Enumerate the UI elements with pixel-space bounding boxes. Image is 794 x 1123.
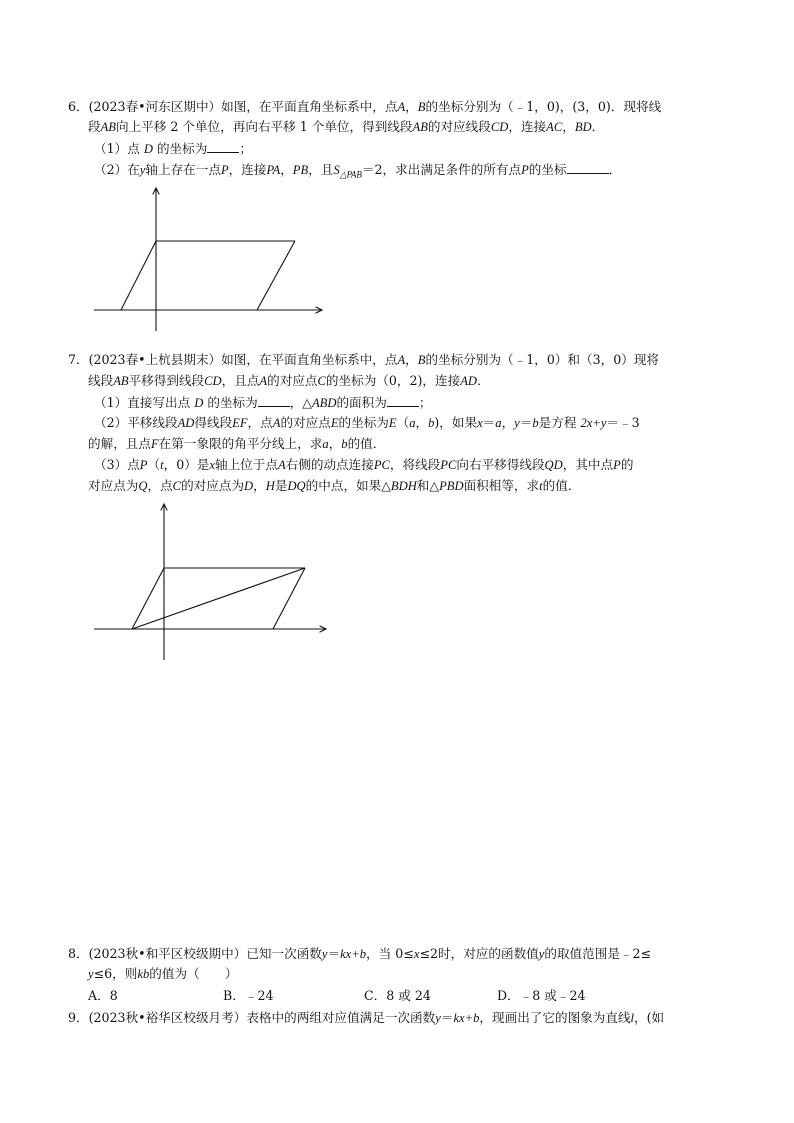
p7-question2-cont: 的解，且点F在第一象限的角平分线上，求a，b的值． bbox=[88, 436, 386, 451]
p6-line2: 段AB向上平移 2 个单位，再向右平移 1 个单位，得到线段AB的对应线段CD，连接AC，BD． bbox=[88, 119, 605, 134]
p7-question2: （2）平移线段AD得线段EF，点A的对应点E的坐标为E（a，b)，如果x＝a，y＝b是方程 2x+y＝﹣3 bbox=[94, 415, 640, 430]
segment-ac bbox=[121, 241, 156, 310]
p8-option-b[interactable]: B．﹣24 bbox=[223, 988, 274, 1003]
answer-blank bbox=[258, 394, 290, 407]
figure-7 bbox=[90, 498, 340, 663]
figure-6 bbox=[90, 183, 340, 333]
p8-option-d[interactable]: D．﹣8 或﹣24 bbox=[497, 988, 586, 1003]
p7-line1: 7．(2023春•上杭县期末）如图，在平面直角坐标系中，点A，B的坐标分别为（﹣1，0）和（3，0）现将 bbox=[68, 352, 660, 367]
p8-line1: 8．(2023秋•和平区校级期中）已知一次函数y＝kx+b，当 0≤x≤2时，对应的函数值y的取值范围是﹣2≤ bbox=[68, 946, 652, 961]
p9-line1: 9．(2023秋•裕华区校级月考）表格中的两组对应值满足一次函数y＝kx+b，现画出了它的图象为直线l，(如 bbox=[68, 1010, 665, 1025]
segment-bd bbox=[257, 241, 295, 310]
answer-blank bbox=[387, 394, 419, 407]
p8-line2: y≤6，则kb的值为（ ） bbox=[88, 966, 238, 981]
p7-question1: （1）直接写出点 D 的坐标为 ，△ABD的面积为 ； bbox=[94, 395, 432, 410]
p6-question1: （1）点 D 的坐标为 ； bbox=[94, 141, 252, 156]
p7-question3-cont: 对应点为Q，点C的对应点为D，H是DQ的中点，如果△BDH和△PBD面积相等，求t的值． bbox=[88, 478, 581, 493]
p7-question3: （3）点P（t，0）是x轴上位于点A右侧的动点连接PC，将线段PC向右平移得线段QD，其中点P的 bbox=[94, 457, 634, 472]
p7-line2: 线段AB平移得到线段CD，且点A的对应点C的坐标为（0，2)，连接AD． bbox=[88, 373, 490, 388]
p8-option-c[interactable]: C．8 或 24 bbox=[364, 988, 431, 1003]
segment-ad bbox=[132, 568, 305, 629]
answer-blank bbox=[567, 161, 609, 174]
p8-option-a[interactable]: A．8 bbox=[88, 988, 118, 1003]
p6-question2: （2）在y轴上存在一点P，连接PA，PB，且$S_{\triangle PAB}=2$，求出满足条件的所有点P的坐标 ． bbox=[94, 162, 622, 180]
p6-line1: 6．(2023春•河东区期中）如图，在平面直角坐标系中，点A，B的坐标分别为（﹣1，0)，(3，0)．现将线 bbox=[68, 99, 662, 114]
answer-blank bbox=[207, 140, 239, 153]
